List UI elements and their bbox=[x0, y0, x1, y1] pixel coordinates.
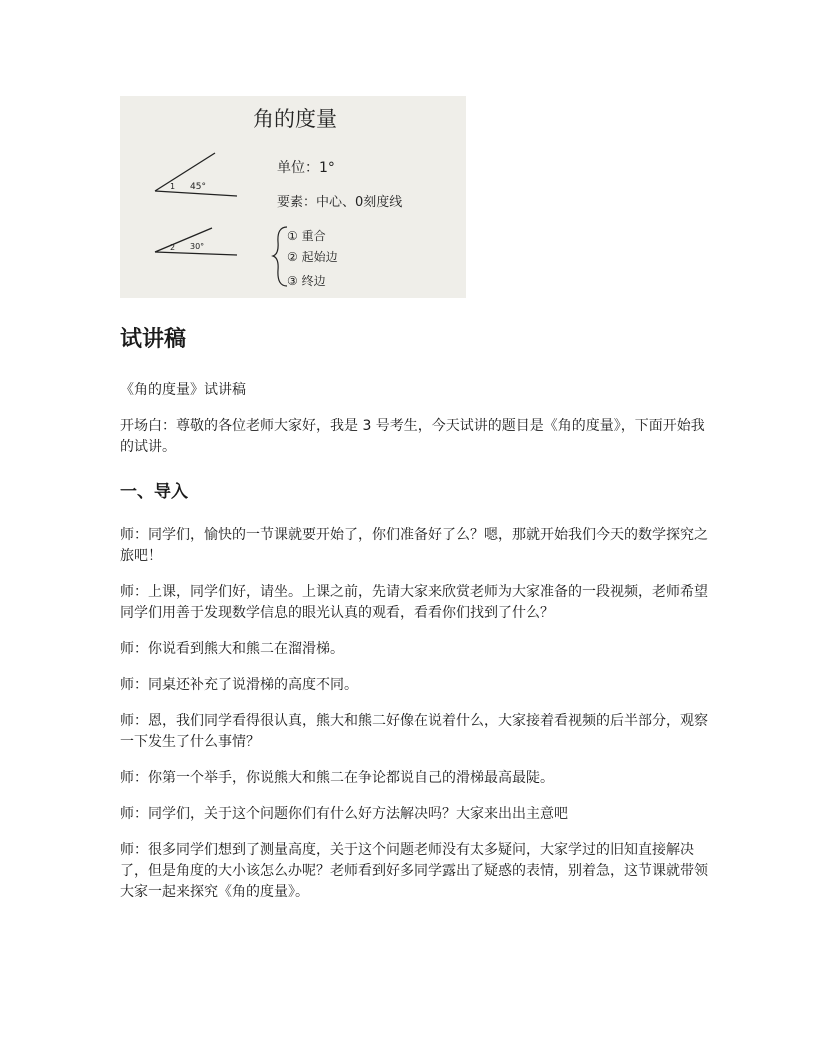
step-3: ③ 终边 bbox=[287, 274, 326, 288]
paragraph: 师：同学们，愉快的一节课就要开始了，你们准备好了么？嗯，那就开始我们今天的数学探究之旅吧！ bbox=[120, 527, 708, 564]
paragraph: 师：同学们，关于这个问题你们有什么好方法解决吗？大家来出出主意吧 bbox=[120, 806, 568, 822]
angle2-degrees: 30° bbox=[190, 242, 205, 251]
whiteboard-photo bbox=[120, 96, 466, 298]
paragraph: 师：恩，我们同学看得很认真，熊大和熊二好像在说着什么，大家接着看视频的后半部分，观察一下发生了什么事情？ bbox=[120, 713, 708, 750]
paragraph: 师：同桌还补充了说滑梯的高度不同。 bbox=[120, 677, 358, 693]
opening-paragraph: 开场白：尊敬的各位老师大家好，我是 3 号考生，今天试讲的题目是《角的度量》，下面开始我的试讲。 bbox=[120, 418, 705, 455]
document-title: 试讲稿 bbox=[120, 327, 187, 352]
paragraph: 师：很多同学们想到了测量高度，关于这个问题老师没有太多疑问，大家学过的旧知直接解决了，但是角度的大小该怎么办呢？老师看到好多同学露出了疑惑的表情，别着急，这节课就带领大家一起来探究《角的度量》。 bbox=[120, 842, 708, 900]
step-2: ② 起始边 bbox=[287, 250, 338, 264]
photo-title: 角的度量 bbox=[253, 107, 337, 131]
angle1-label: 1 bbox=[170, 182, 176, 191]
angle2-label: 2 bbox=[170, 243, 176, 252]
section-heading-intro: 一、导入 bbox=[120, 482, 188, 502]
document-body bbox=[120, 380, 710, 918]
unit-note: 单位：1° bbox=[277, 160, 335, 176]
paragraph: 师：上课，同学们好，请坐。上课之前，先请大家来欣赏老师为大家准备的一段视频，老师希望同学们用善于发现数学信息的眼光认真的观看，看看你们找到了什么？ bbox=[120, 584, 708, 621]
paragraph: 师：你第一个举手，你说熊大和熊二在争论都说自己的滑梯最高最陡。 bbox=[120, 770, 554, 786]
elements-note: 要素：中心、0刻度线 bbox=[277, 195, 403, 210]
handwritten-notes-image bbox=[120, 96, 466, 298]
paragraph: 师：你说看到熊大和熊二在溜滑梯。 bbox=[120, 641, 344, 657]
angle1-degrees: 45° bbox=[190, 182, 206, 192]
lecture-title-line: 《角的度量》试讲稿 bbox=[120, 382, 246, 398]
step-1: ① 重合 bbox=[287, 229, 326, 243]
